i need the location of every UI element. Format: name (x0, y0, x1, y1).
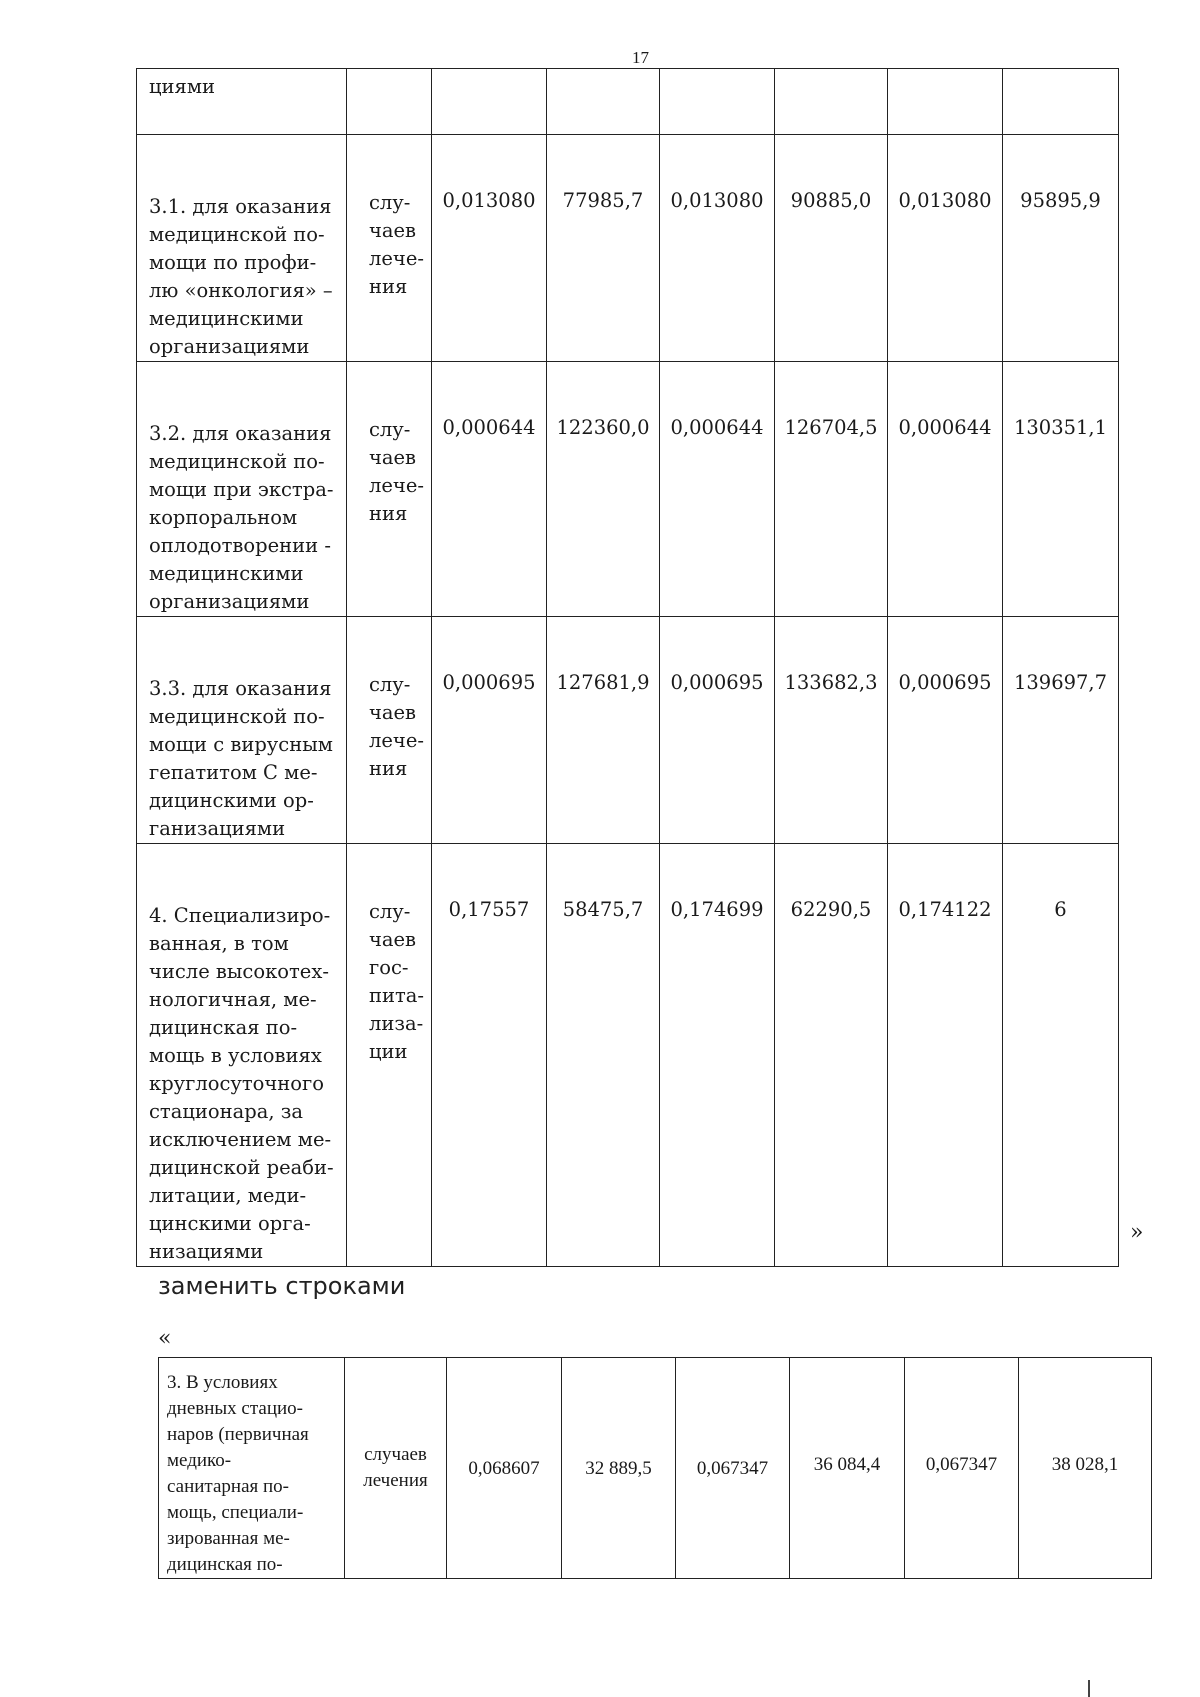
value-cell: 0,000695 (888, 617, 1003, 844)
unit-line: лече- (369, 729, 424, 752)
unit-line: слу- (369, 900, 411, 923)
desc-line: медицинской по- (149, 705, 325, 728)
value-cell: 0,174699 (660, 844, 775, 1267)
value-cell: 0,000644 (432, 362, 547, 617)
unit-line: чаев (369, 928, 417, 951)
closing-quote: » (1130, 1220, 1144, 1245)
row-description (137, 362, 347, 617)
desc-line: мощи при экстра- (149, 478, 334, 501)
unit-line: чаев (369, 219, 417, 242)
desc-line: цинскими орга- (149, 1212, 311, 1235)
row-description (159, 1358, 345, 1579)
desc-line: медицинской по- (149, 223, 325, 246)
value-cell (432, 69, 547, 135)
unit-line: лиза- (369, 1012, 424, 1035)
table-row (137, 69, 1119, 135)
unit-line: ния (369, 275, 408, 298)
desc-line: ванная, в том (149, 932, 289, 955)
desc-line: дицинскими ор- (149, 789, 314, 812)
value-cell: 127681,9 (547, 617, 660, 844)
row-description (137, 135, 347, 362)
value-cell: 0,013080 (888, 135, 1003, 362)
unit-line: лечения (363, 1470, 428, 1491)
value-cell: 122360,0 (547, 362, 660, 617)
value-cell: 0,067347 (905, 1358, 1019, 1579)
unit-cell (347, 69, 432, 135)
value-cell: 0,000644 (660, 362, 775, 617)
desc-line: зированная ме- (167, 1528, 290, 1549)
value-cell: 130351,1 (1003, 362, 1119, 617)
value-cell: 0,000695 (432, 617, 547, 844)
desc-line: ганизациями (149, 817, 286, 840)
table-row (159, 1358, 1152, 1579)
unit-line: лече- (369, 247, 424, 270)
unit-cell (345, 1358, 447, 1579)
table-row (137, 844, 1119, 1267)
row-description (137, 617, 347, 844)
unit-line: ния (369, 502, 408, 525)
table-row (137, 135, 1119, 362)
value-cell: 0,000695 (660, 617, 775, 844)
value-cell (775, 69, 888, 135)
desc-line: нологичная, ме- (149, 988, 317, 1011)
value-cell: 58475,7 (547, 844, 660, 1267)
table-row (137, 617, 1119, 844)
desc-line: мощь, специали- (167, 1502, 304, 1523)
value-cell (547, 69, 660, 135)
desc-line: дицинской реаби- (149, 1156, 334, 1179)
value-cell: 133682,3 (775, 617, 888, 844)
value-cell: 77985,7 (547, 135, 660, 362)
value-cell (1003, 69, 1119, 135)
unit-cell (347, 844, 432, 1267)
desc-line: дицинская по- (149, 1016, 298, 1039)
desc-line: медицинскими (149, 307, 304, 330)
value-cell: 139697,7 (1003, 617, 1119, 844)
row-description: циями (137, 69, 347, 135)
value-cell (888, 69, 1003, 135)
desc-line: 3.3. для оказания (149, 677, 332, 700)
desc-line: наров (первичная (167, 1424, 309, 1445)
value-cell: 0,068607 (447, 1358, 562, 1579)
desc-line: организациями (149, 335, 310, 358)
desc-line: стационара, за (149, 1100, 304, 1123)
desc-line: круглосуточного (149, 1072, 324, 1095)
value-cell (660, 69, 775, 135)
desc-line: 4. Специализиро- (149, 904, 331, 927)
desc-line: 3.1. для оказания (149, 195, 332, 218)
desc-line: 3. В условиях (167, 1372, 278, 1393)
unit-line: слу- (369, 673, 411, 696)
desc-line: дицинская по- (167, 1554, 283, 1575)
value-cell: 0,000644 (888, 362, 1003, 617)
value-cell: 38 028,1 (1019, 1358, 1152, 1579)
replace-instruction: заменить строками (158, 1272, 406, 1300)
desc-line: медицинскими (149, 562, 304, 585)
value-cell: 36 084,4 (790, 1358, 905, 1579)
desc-line: санитарная по- (167, 1476, 289, 1497)
desc-line: низациями (149, 1240, 264, 1263)
row-description (137, 844, 347, 1267)
value-cell: 0,17557 (432, 844, 547, 1267)
desc-line: медико- (167, 1450, 232, 1471)
desc-line: дневных стацио- (167, 1398, 303, 1419)
opening-quote: « (158, 1326, 172, 1351)
unit-line: пита- (369, 984, 424, 1007)
margin-mark (1088, 1680, 1090, 1697)
unit-line: ния (369, 757, 408, 780)
page-number: 17 (632, 48, 649, 67)
unit-line: чаев (369, 701, 417, 724)
replacement-table (158, 1357, 1152, 1579)
desc-line: гепатитом С ме- (149, 761, 318, 784)
value-cell: 0,067347 (676, 1358, 790, 1579)
value-cell: 0,174122 (888, 844, 1003, 1267)
value-cell: 62290,5 (775, 844, 888, 1267)
value-cell: 95895,9 (1003, 135, 1119, 362)
desc-line: оплодотворении - (149, 534, 331, 557)
desc-line: лю «онкология» – (149, 279, 333, 302)
desc-line: организациями (149, 590, 310, 613)
desc-line: корпоральном (149, 506, 298, 529)
unit-line: ции (369, 1040, 408, 1063)
previous-table (136, 68, 1119, 1267)
desc-line: литации, меди- (149, 1184, 307, 1207)
value-cell: 32 889,5 (562, 1358, 676, 1579)
unit-cell (347, 362, 432, 617)
unit-line: лече- (369, 474, 424, 497)
unit-cell (347, 135, 432, 362)
desc-line: исключением ме- (149, 1128, 332, 1151)
value-cell: 126704,5 (775, 362, 888, 617)
desc-line: мощи по профи- (149, 251, 317, 274)
value-cell: 0,013080 (660, 135, 775, 362)
value-cell: 0,013080 (432, 135, 547, 362)
table-row (137, 362, 1119, 617)
value-cell: 90885,0 (775, 135, 888, 362)
desc-line: медицинской по- (149, 450, 325, 473)
desc-line: мощи с вирусным (149, 733, 333, 756)
desc-line: мощь в условиях (149, 1044, 322, 1067)
desc-line: числе высокотех- (149, 960, 329, 983)
unit-cell (347, 617, 432, 844)
unit-line: гос- (369, 956, 409, 979)
unit-line: слу- (369, 191, 411, 214)
unit-line: случаев (364, 1444, 427, 1465)
unit-line: слу- (369, 418, 411, 441)
desc-line: 3.2. для оказания (149, 422, 332, 445)
value-cell: 6 (1003, 844, 1119, 1267)
unit-line: чаев (369, 446, 417, 469)
